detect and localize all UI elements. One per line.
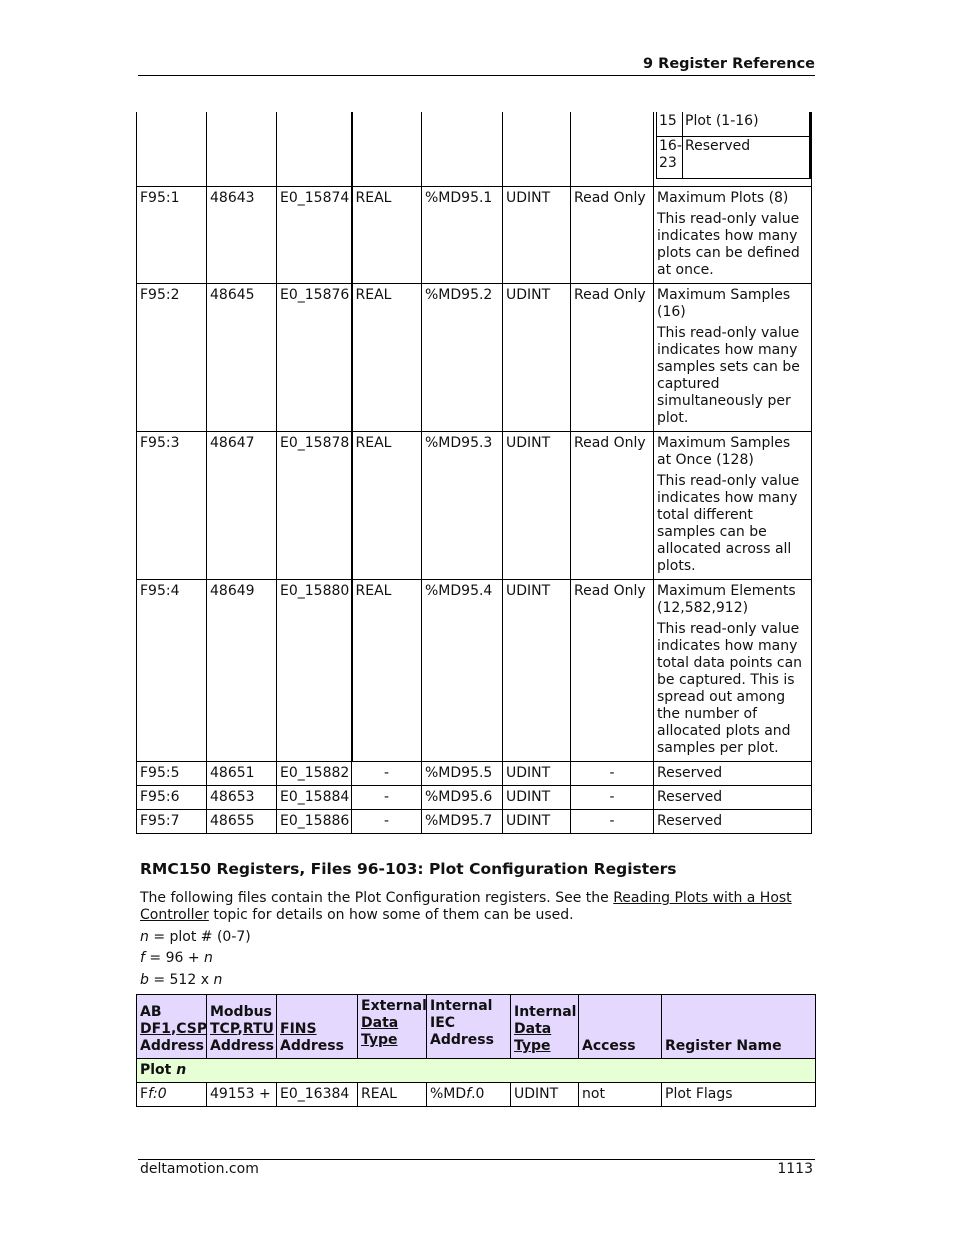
fins-address: E0_15886 bbox=[277, 809, 352, 833]
internal-type: UDINT bbox=[511, 1083, 579, 1107]
fins-address: E0_16384 bbox=[277, 1083, 358, 1107]
col-header-iec-address: Internal IEC Address bbox=[427, 995, 511, 1059]
reading-plots-link[interactable]: Reading Plots with a Host Controller bbox=[140, 890, 792, 923]
definition-n: n = plot # (0-7) bbox=[140, 929, 251, 945]
register-description: Maximum Elements (12,582,912) This read-only value indicates how many total data points can be captured. This is spread out among the number of allocated plots and samples per plot. bbox=[654, 579, 812, 761]
table-row bbox=[137, 283, 812, 431]
register-name: Reserved bbox=[654, 761, 812, 785]
external-type: REAL bbox=[352, 283, 422, 431]
internal-type: UDINT bbox=[503, 761, 571, 785]
internal-type: UDINT bbox=[503, 431, 571, 579]
table-row bbox=[137, 186, 812, 283]
rtu-link[interactable]: RTU bbox=[242, 1021, 274, 1037]
col-header-internal-type: Internal Data Type bbox=[511, 995, 579, 1059]
fins-address: E0_15874 bbox=[277, 186, 352, 283]
register-name: Reserved bbox=[654, 785, 812, 809]
ab-address: Ff:0 bbox=[137, 1083, 207, 1107]
ab-address: F95:4 bbox=[137, 579, 207, 761]
table-row bbox=[137, 785, 812, 809]
col-header-ab: AB DF1,CSP Address bbox=[137, 995, 207, 1059]
ab-address: F95:3 bbox=[137, 431, 207, 579]
ab-address: F95:1 bbox=[137, 186, 207, 283]
section-intro: The following files contain the Plot Configuration registers. See the Reading Plots with a Host Controller topic for details on how some of them can be used. bbox=[140, 890, 792, 923]
col-header-access: Access bbox=[579, 995, 662, 1059]
iec-address: %MD95.3 bbox=[422, 431, 503, 579]
modbus-address: 48645 bbox=[207, 283, 277, 431]
external-type: - bbox=[352, 809, 422, 833]
iec-address: %MD95.4 bbox=[422, 579, 503, 761]
table-row bbox=[137, 809, 812, 833]
access: - bbox=[571, 761, 654, 785]
external-type: REAL bbox=[352, 431, 422, 579]
ab-address: F95:5 bbox=[137, 761, 207, 785]
bit-number: 15 bbox=[657, 112, 683, 136]
col-header-fins: FINS Address bbox=[277, 995, 358, 1059]
csp-link[interactable]: CSP bbox=[176, 1021, 208, 1037]
register-description: Maximum Plots (8) This read-only value indicates how many plots can be defined at once. bbox=[654, 186, 812, 283]
group-row bbox=[137, 1059, 816, 1083]
fins-address: E0_15878 bbox=[277, 431, 352, 579]
table-row bbox=[137, 431, 812, 579]
internal-type: UDINT bbox=[503, 186, 571, 283]
table-row bbox=[137, 1083, 816, 1107]
access: Read Only bbox=[571, 283, 654, 431]
modbus-address: 48651 bbox=[207, 761, 277, 785]
external-type: - bbox=[352, 785, 422, 809]
access: Read Only bbox=[571, 186, 654, 283]
modbus-address: 48653 bbox=[207, 785, 277, 809]
iec-address: %MD95.2 bbox=[422, 283, 503, 431]
modbus-address: 48647 bbox=[207, 431, 277, 579]
modbus-address: 48643 bbox=[207, 186, 277, 283]
external-type: REAL bbox=[358, 1083, 427, 1107]
fins-address: E0_15884 bbox=[277, 785, 352, 809]
iec-address: %MD95.7 bbox=[422, 809, 503, 833]
internal-type: UDINT bbox=[503, 283, 571, 431]
iec-address: %MD95.5 bbox=[422, 761, 503, 785]
table-row bbox=[137, 112, 812, 186]
bit-number: 16-23 bbox=[657, 136, 683, 178]
register-description: Maximum Samples at Once (128) This read-only value indicates how many total different samples can be allocated across all plots. bbox=[654, 431, 812, 579]
data-type-link[interactable]: Data bbox=[361, 1015, 399, 1031]
modbus-address: 49153 + bbox=[207, 1083, 277, 1107]
modbus-address: 48655 bbox=[207, 809, 277, 833]
footer-rule bbox=[138, 1159, 815, 1160]
bit-row bbox=[657, 136, 811, 178]
register-name: Plot Flags bbox=[662, 1083, 816, 1107]
data-type-link[interactable]: Type bbox=[514, 1038, 551, 1054]
fins-address: E0_15876 bbox=[277, 283, 352, 431]
internal-type: UDINT bbox=[503, 579, 571, 761]
table-row bbox=[137, 761, 812, 785]
table-row bbox=[137, 579, 812, 761]
data-type-link[interactable]: Data bbox=[514, 1021, 552, 1037]
ab-address: F95:2 bbox=[137, 283, 207, 431]
page-header-title: 9 Register Reference bbox=[643, 56, 815, 72]
iec-address: %MDf.0 bbox=[427, 1083, 511, 1107]
register-table-f95 bbox=[136, 112, 812, 834]
ab-address: F95:7 bbox=[137, 809, 207, 833]
register-description: Maximum Samples (16) This read-only value indicates how many samples sets can be captured simultaneously per plot. bbox=[654, 283, 812, 431]
footer-page-number: 1113 bbox=[777, 1161, 813, 1177]
data-type-link[interactable]: Type bbox=[361, 1032, 398, 1048]
col-header-register-name: Register Name bbox=[662, 995, 816, 1059]
definition-b: b = 512 x n bbox=[140, 972, 223, 988]
access: not bbox=[579, 1083, 662, 1107]
bit-description: Reserved bbox=[683, 136, 811, 178]
access: - bbox=[571, 785, 654, 809]
register-name: Reserved bbox=[654, 809, 812, 833]
external-type: REAL bbox=[352, 579, 422, 761]
footer-site: deltamotion.com bbox=[140, 1161, 259, 1177]
internal-type: UDINT bbox=[503, 785, 571, 809]
fins-link[interactable]: FINS bbox=[280, 1021, 317, 1037]
fins-address: E0_15880 bbox=[277, 579, 352, 761]
iec-address: %MD95.1 bbox=[422, 186, 503, 283]
df1-link[interactable]: DF1 bbox=[140, 1021, 171, 1037]
table-header-row bbox=[137, 995, 816, 1059]
fins-address: E0_15882 bbox=[277, 761, 352, 785]
bit-row bbox=[657, 112, 811, 136]
modbus-address: 48649 bbox=[207, 579, 277, 761]
bit-description: Plot (1-16) bbox=[683, 112, 811, 136]
group-label: Plot n bbox=[137, 1059, 816, 1083]
plot-config-table bbox=[136, 994, 816, 1107]
external-type: - bbox=[352, 761, 422, 785]
access: - bbox=[571, 809, 654, 833]
definition-f: f = 96 + n bbox=[140, 950, 213, 966]
bit-table bbox=[656, 112, 811, 179]
access: Read Only bbox=[571, 579, 654, 761]
iec-address: %MD95.6 bbox=[422, 785, 503, 809]
col-header-external-type: External Data Type bbox=[358, 995, 427, 1059]
access: Read Only bbox=[571, 431, 654, 579]
header-rule bbox=[138, 75, 815, 76]
tcp-link[interactable]: TCP bbox=[210, 1021, 238, 1037]
section-heading: RMC150 Registers, Files 96-103: Plot Configuration Registers bbox=[140, 860, 677, 878]
ab-address: F95:6 bbox=[137, 785, 207, 809]
external-type: REAL bbox=[352, 186, 422, 283]
internal-type: UDINT bbox=[503, 809, 571, 833]
col-header-modbus: Modbus TCP,RTU Address bbox=[207, 995, 277, 1059]
